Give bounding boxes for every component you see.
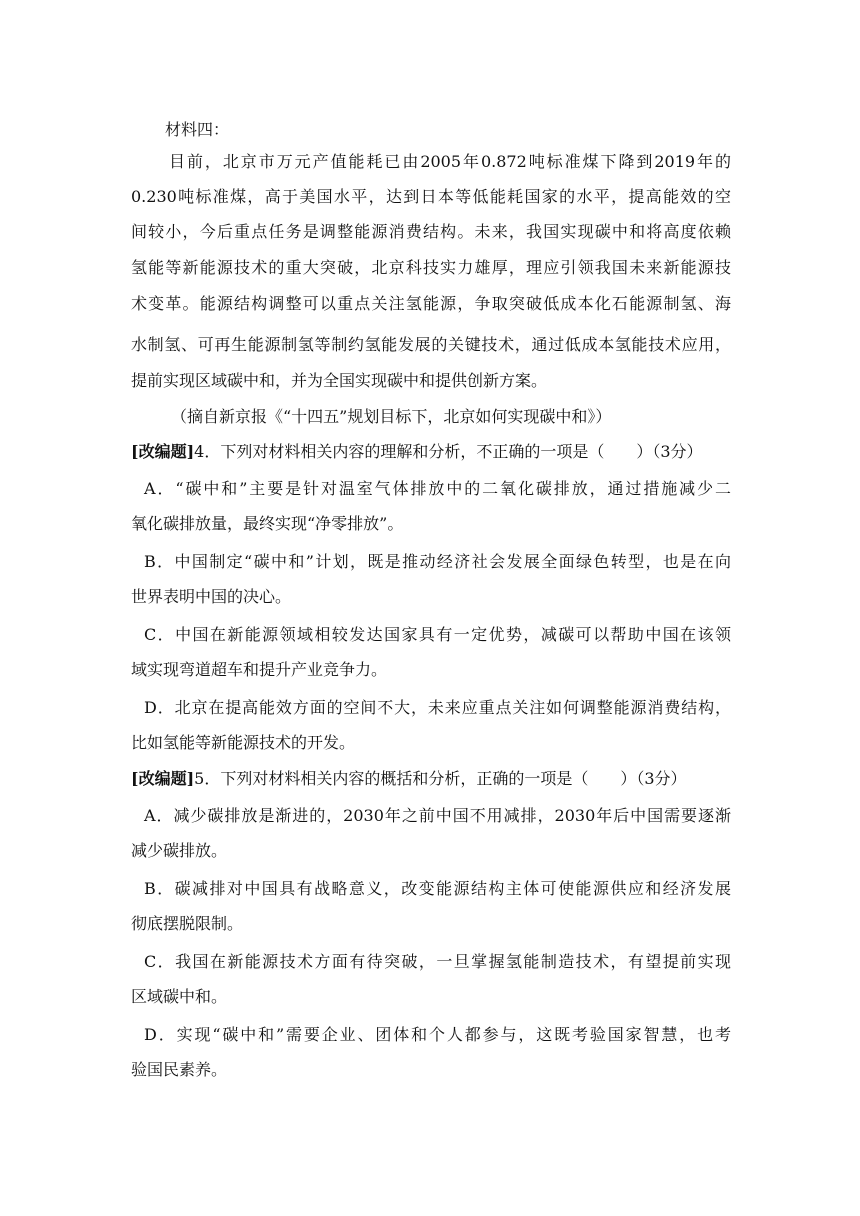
material-line: 术变革。能源结构调整可以重点关注氢能源，争取突破低成本化石能源制氢、海 — [131, 294, 731, 313]
option-d: D．北京在提高能效方面的空间不大，未来应重点关注如何调整能源消费结构， — [144, 698, 731, 717]
option-a-cont: 氧化碳排放量，最终实现“净零排放”。 — [131, 514, 404, 533]
material-line: 目前，北京市万元产值能耗已由2005年0.872吨标准煤下降到2019年的 — [169, 152, 731, 171]
option-c-cont: 域实现弯道超车和提升产业竞争力。 — [131, 660, 388, 679]
option-c-cont: 区域碳中和。 — [131, 987, 228, 1006]
option-b: B．中国制定“碳中和”计划，既是推动经济社会发展全面绿色转型，也是在向 — [144, 552, 731, 571]
material-line: 0.230吨标准煤，高于美国水平，达到日本等低能耗国家的水平，提高能效的空 — [131, 187, 731, 206]
question-5-stem — [131, 767, 731, 791]
option-c: C．中国在新能源领域相较发达国家具有一定优势，减碳可以帮助中国在该领 — [144, 625, 731, 644]
material-line: 水制氢、可再生能源制氢等制约氢能发展的关键技术，通过低成本氢能技术应用， — [131, 335, 731, 354]
question-tag: [改编题] — [131, 442, 195, 461]
material-source: （摘自新京报《“十四五”规划目标下，北京如何实现碳中和》） — [171, 407, 612, 426]
question-stem-text: 4．下列对材料相关内容的理解和分析，不正确的一项是（ ）（3分） — [194, 442, 703, 461]
question-4-stem — [131, 440, 731, 464]
option-b: B．碳减排对中国具有战略意义，改变能源结构主体可使能源供应和经济发展 — [144, 879, 731, 898]
option-d-cont: 比如氢能等新能源技术的开发。 — [131, 733, 356, 752]
material-line: 氢能等新能源技术的重大突破，北京科技实力雄厚，理应引领我国未来新能源技 — [131, 258, 731, 277]
option-d: D．实现“碳中和”需要企业、团体和个人都参与，这既考验国家智慧，也考 — [144, 1025, 731, 1044]
material-line: 间较小，今后重点任务是调整能源消费结构。未来，我国实现碳中和将高度依赖 — [131, 222, 731, 241]
option-b-cont: 彻底摆脱限制。 — [131, 914, 244, 933]
option-c: C．我国在新能源技术方面有待突破，一旦掌握氢能制造技术，有望提前实现 — [144, 952, 731, 971]
question-tag: [改编题] — [131, 769, 195, 788]
option-a: A．减少碳排放是渐进的，2030年之前中国不用减排，2030年后中国需要逐渐 — [144, 806, 731, 825]
option-d-cont: 验国民素养。 — [131, 1060, 228, 1079]
option-b-cont: 世界表明中国的决心。 — [131, 587, 292, 606]
material-line: 提前实现区域碳中和，并为全国实现碳中和提供创新方案。 — [131, 371, 548, 390]
material-heading: 材料四： — [165, 120, 230, 139]
option-a: A．“碳中和”主要是针对温室气体排放中的二氧化碳排放，通过措施减少二 — [144, 479, 731, 498]
option-a-cont: 减少碳排放。 — [131, 841, 228, 860]
question-stem-text: 5．下列对材料相关内容的概括和分析，正确的一项是（ ）（3分） — [194, 769, 687, 788]
